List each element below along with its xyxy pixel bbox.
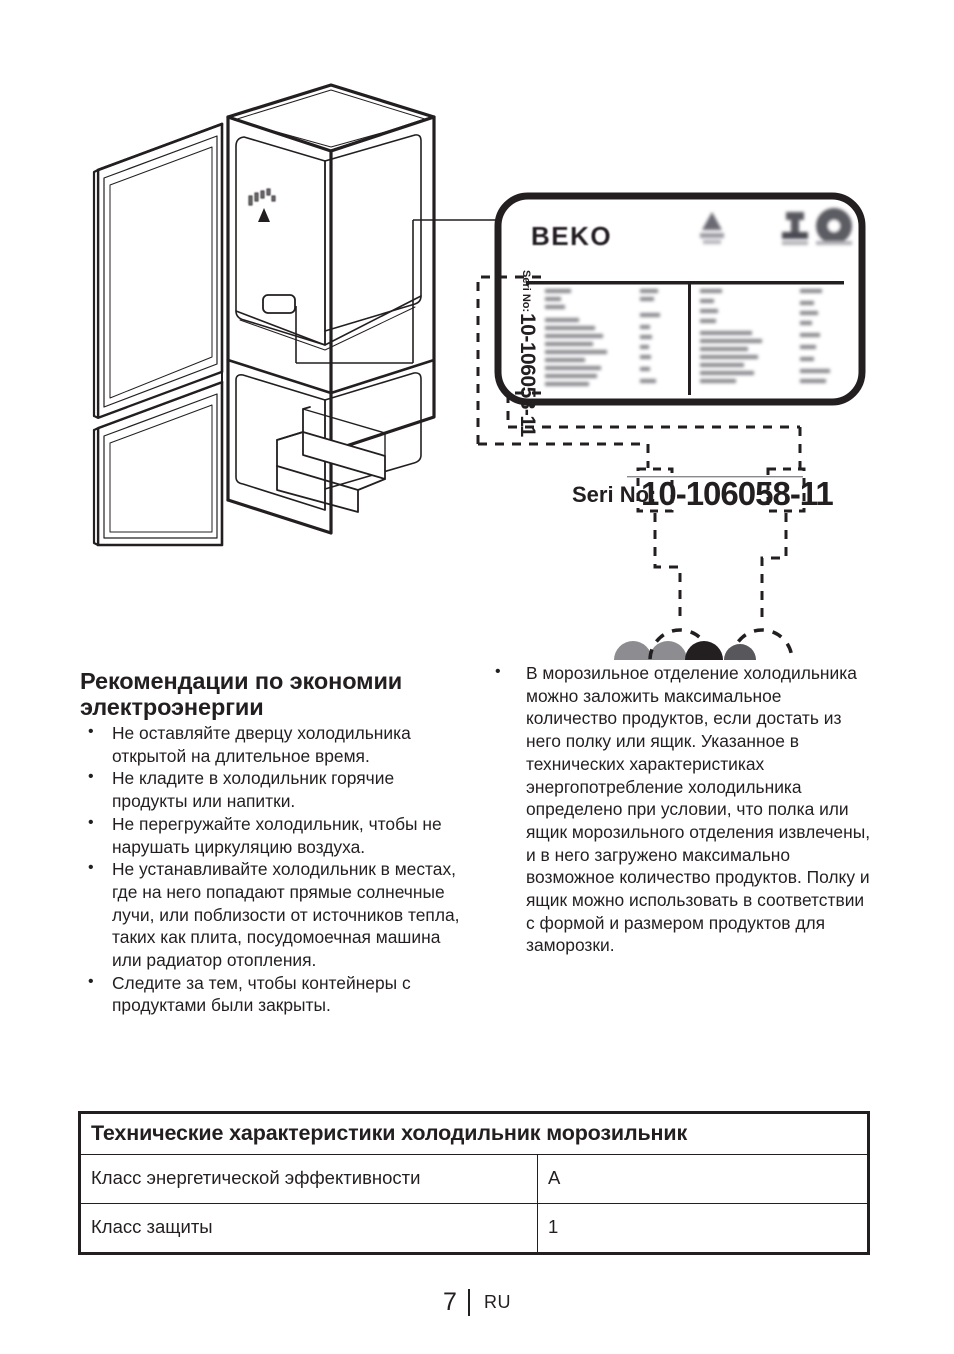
dashed-detail-lines: [655, 513, 786, 622]
page-footer: [0, 1282, 954, 1322]
svg-text:BEKO: BEKO: [531, 221, 613, 251]
serial-number-callout: [572, 469, 833, 512]
rating-label: [498, 196, 862, 437]
table-row: [81, 1204, 868, 1253]
rating-plate-location: [263, 295, 295, 313]
spec-label: Класс защиты: [81, 1204, 538, 1253]
cropped-detail-circles: [614, 630, 792, 660]
refrigerator-label-diagram: [0, 0, 954, 660]
right-column: [493, 662, 875, 957]
list-item: • В морозильное отделение холодильника можно заложить максимальное количество продуктов, если достать из него полку или ящик. Указанное в технических характеристиках энергопотребление холодильника определено при условии, что полка или ящик морозильного отделения извлечены, и в него загружено максимально возможное количество продуктов. Полку и ящик можно использовать в соответствии с формой и размером продуктов для заморозки.: [493, 662, 875, 957]
energy-saving-tips-list: [80, 722, 462, 1017]
spec-label: Класс энергетической эффективности: [81, 1155, 538, 1204]
serial-callout-prefix: Seri No:: [572, 482, 657, 507]
list-item: • Не устанавливайте холодильник в местах, где на него попадают прямые солнечные лучи, или поблизости от источников тепла, таких как плита, посудомоечная машина или радиатор отопления.: [80, 858, 462, 972]
list-item: • Следите за тем, чтобы контейнеры с продуктами были закрыты.: [80, 972, 462, 1017]
list-item: • Не оставляйте дверцу холодильника открытой на длительное время.: [80, 722, 462, 767]
table-row: [81, 1155, 868, 1204]
content-columns: [0, 662, 954, 1082]
language-code: RU: [483, 1291, 511, 1312]
svg-text:10-106058-11: 10-106058-11: [516, 313, 539, 437]
technical-specifications-table: [78, 1111, 870, 1255]
freezer-loading-note-list: [493, 662, 875, 957]
page-title: Рекомендации по экономии электроэнергии: [80, 668, 403, 720]
serial-callout-value: 10-106058-11: [641, 475, 833, 512]
spec-value: 1: [538, 1204, 868, 1253]
page-number: 7: [443, 1287, 457, 1316]
table-title: Технические характеристики холодильник морозильник: [81, 1114, 868, 1155]
list-item: • Не перегружайте холодильник, чтобы не нарушать циркуляцию воздуха.: [80, 813, 462, 858]
list-item: • Не кладите в холодильник горячие продукты или напитки.: [80, 767, 462, 812]
spec-value: A: [538, 1155, 868, 1204]
beko-logo: [531, 221, 612, 251]
illustration-area: [0, 0, 954, 660]
table-header-row: [81, 1114, 868, 1155]
refrigerator-drawing: [94, 85, 434, 545]
left-column: [80, 662, 462, 1017]
svg-text:Seri No:: Seri No:: [520, 270, 532, 313]
